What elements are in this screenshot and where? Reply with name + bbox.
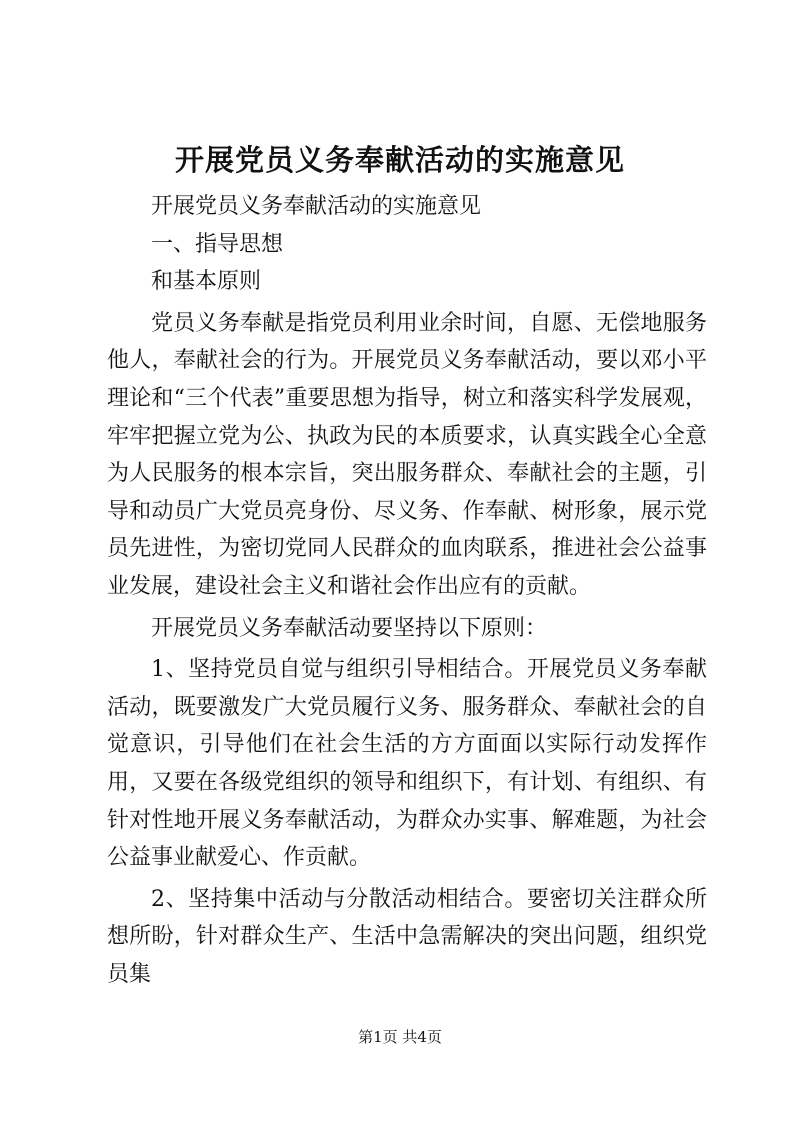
paragraph-heading-guiding-thought: 一、指导思想 [151,231,284,257]
paragraph-principles-intro: 开展党员义务奉献活动要坚持以下原则： [151,615,548,641]
page-number-footer: 第1页 共4页 [358,1028,442,1046]
paragraph-principle-2: 2、坚持集中活动与分散活动相结合。要密切关注群众所想所盼，针对群众生产、生活中急需解决的突出问题，组织党员集 [107,886,707,987]
document-body [107,188,707,993]
paragraph-definition: 党员义务奉献是指党员利用业余时间，自愿、无偿地服务他人，奉献社会的行为。开展党员义务奉献活动，要以邓小平理论和“三个代表”重要思想为指导，树立和落实科学发展观，牢牢把握立党为公、执政为民的本质要求，认真实践全心全意为人民服务的根本宗旨，突出服务群众、奉献社会的主题，引导和动员广大党员亮身份、尽义务、作奉献、树形象，展示党员先进性，为密切党同人民群众的血肉联系，推进社会公益事业发展，建设社会主义和谐社会作出应有的贡献。 [107,310,707,599]
paragraph-subtitle: 开展党员义务奉献活动的实施意见 [151,194,482,219]
paragraph-heading-basic-principles: 和基本原则 [151,269,262,295]
paragraph-principle-1: 1、坚持党员自觉与组织引导相结合。开展党员义务奉献活动，既要激发广大党员履行义务、服务群众、奉献社会的自觉意识，引导他们在社会生活的方方面面以实际行动发挥作用，又要在各级党组织的领导和组织下，有计划、有组织、有针对性地开展义务奉献活动，为群众办实事、解难题，为社会公益事业献爱心、作贡献。 [107,657,707,871]
document-title: 开展党员义务奉献活动的实施意见 [174,143,625,177]
